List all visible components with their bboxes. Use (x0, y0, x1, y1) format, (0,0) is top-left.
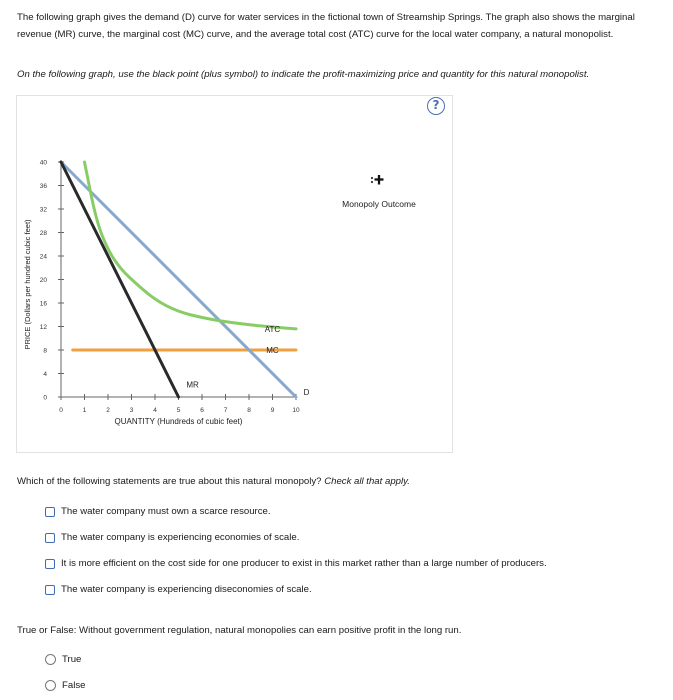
curve-atc (85, 162, 297, 329)
radio-option-true[interactable] (45, 654, 81, 665)
x-tick-label: 5 (176, 407, 181, 414)
option-label: False (62, 680, 86, 691)
checkbox-option-3[interactable] (45, 558, 547, 569)
x-tick-label: 8 (247, 407, 251, 414)
option-label: True (62, 654, 82, 665)
checkbox-option-1[interactable] (45, 506, 271, 517)
dot-icon-b (371, 181, 373, 183)
y-tick-label: 4 (43, 371, 47, 378)
x-tick-label: 6 (200, 407, 204, 414)
checkbox[interactable] (45, 559, 55, 569)
monopoly-outcome-label: Monopoly Outcome (342, 199, 416, 209)
y-tick-label: 12 (39, 324, 47, 331)
y-tick-label: 28 (39, 230, 47, 237)
y-tick-label: 24 (39, 253, 47, 261)
y-axis-title: PRICE (Dollars per hundred cubic feet) (23, 219, 32, 350)
radio-button[interactable] (45, 680, 56, 691)
radio-option-false[interactable] (45, 680, 85, 691)
question-1-prompt: Which of the following statements are true about this natural monopoly? (17, 476, 322, 487)
option-label: The water company must own a scarce resource. (61, 506, 271, 517)
chart-curves (61, 162, 296, 397)
y-tick-label: 0 (43, 394, 47, 402)
curve-label-mc: MC (266, 346, 279, 355)
option-label: The water company is experiencing diseconomies of scale. (61, 584, 312, 595)
curve-mr (61, 162, 179, 397)
y-tick-label: 20 (39, 277, 47, 284)
radio-button[interactable] (45, 654, 56, 665)
checkbox-option-2[interactable] (45, 532, 299, 543)
x-axis-title: QUANTITY (Hundreds of cubic feet) (114, 417, 243, 426)
option-label: The water company is experiencing economies of scale. (61, 532, 300, 543)
checkbox[interactable] (45, 507, 55, 517)
option-label: It is more efficient on the cost side for one producer to exist in this market rather than a large number of producers. (61, 558, 547, 569)
x-tick-label: 2 (106, 407, 110, 414)
curve-label-mr: MR (186, 380, 199, 390)
y-tick-label: 16 (39, 300, 47, 308)
question-1 (17, 476, 410, 487)
x-tick-label: 3 (129, 407, 134, 414)
graph-instruction: On the following graph, use the black point (plus symbol) to indicate the profit-maximizing price and quantity for this natural monopolist. (17, 69, 590, 80)
intro-text: The following graph gives the demand (D) curve for water services in the fictional town of Streamship Springs. The graph also shows the marginal revenue (MR) curve, the marginal cost (MC) curve, and the average total cost (ATC) curve for the local water company, a natural monopolist. (17, 12, 635, 40)
checkbox[interactable] (45, 585, 55, 595)
question-1-hint: Check all that apply. (324, 476, 410, 487)
question-2-prompt: True or False: Without government regulation, natural monopolies can earn positive profit in the long run. (17, 625, 462, 636)
dot-icon-a (371, 177, 373, 179)
y-tick-label: 32 (39, 206, 47, 214)
curve-d (61, 162, 296, 397)
monopoly-outcome-tool[interactable] (342, 175, 416, 209)
x-tick-label: 1 (82, 407, 87, 414)
x-tick-label: 7 (223, 407, 228, 414)
help-icon[interactable]: ? (427, 97, 445, 115)
x-tick-label: 0 (59, 407, 63, 414)
y-tick-label: 36 (39, 183, 47, 190)
curve-label-d: D (303, 387, 310, 397)
x-tick-label: 4 (153, 407, 157, 414)
checkbox-option-4[interactable] (45, 584, 312, 595)
y-tick-label: 40 (39, 159, 47, 167)
x-tick-label: 10 (292, 407, 300, 414)
y-tick-label: 8 (43, 347, 47, 355)
chart-labels (23, 160, 310, 427)
checkbox[interactable] (45, 533, 55, 543)
curve-label-atc: ATC (264, 324, 281, 334)
x-tick-label: 9 (270, 407, 275, 414)
chart-axes (58, 162, 296, 400)
